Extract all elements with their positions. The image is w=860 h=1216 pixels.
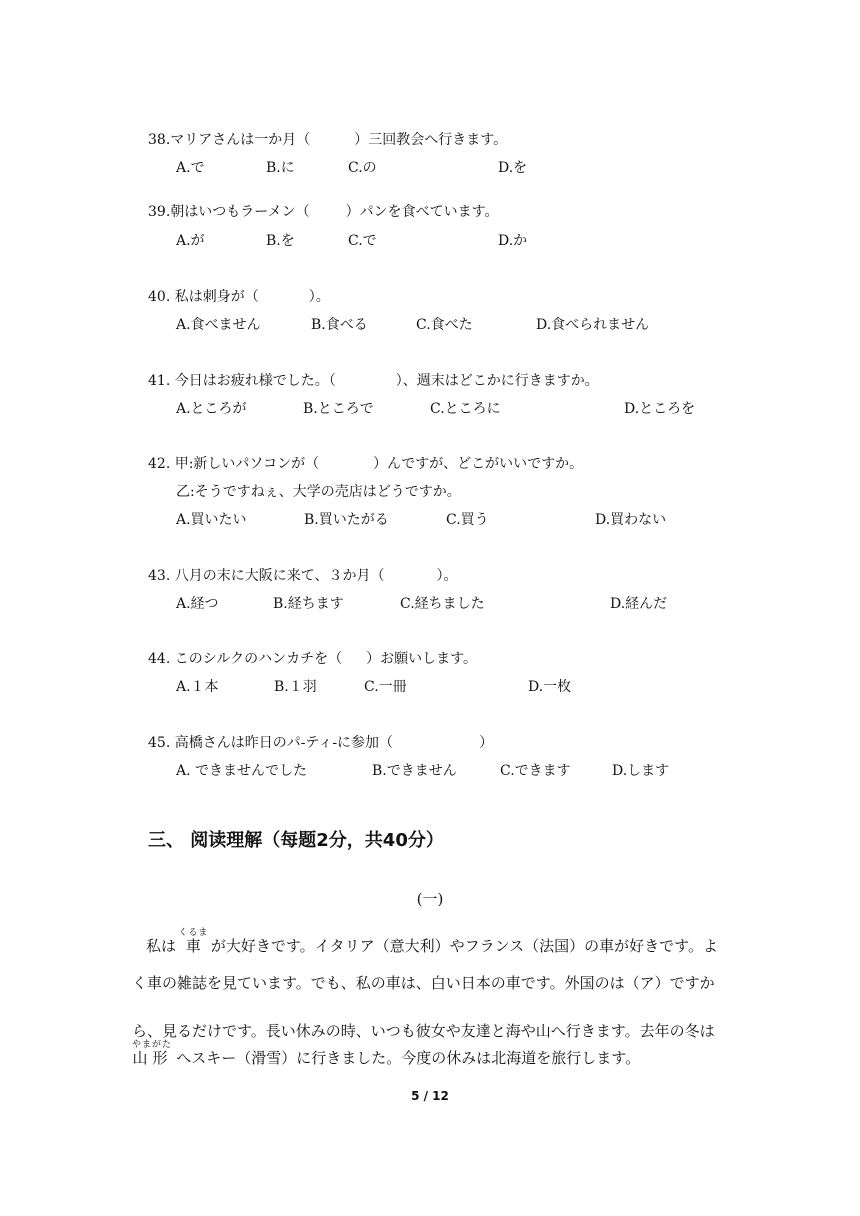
question-text-after: ）んですが、どこがいいですか。 [373, 456, 584, 472]
option-b: B.できません [372, 763, 457, 779]
question-number: 39. [148, 204, 171, 220]
option-a: A.ところが [176, 401, 247, 417]
question-text-before: 今日はお疲れ様でした。（ [174, 373, 336, 389]
option-a: A.経つ [176, 596, 219, 612]
question-40 [148, 287, 330, 307]
question-text-after: ）。 [436, 568, 458, 584]
option-c: C.食べた [416, 317, 473, 333]
passage-line [132, 1040, 640, 1068]
option-d: D.します [612, 763, 670, 779]
option-a: A.１本 [176, 679, 219, 695]
option-b: B.食べる [311, 317, 368, 333]
question-41 [148, 371, 599, 391]
option-c: C.一冊 [364, 679, 407, 695]
question-text-after: ）お願いします。 [366, 651, 477, 667]
question-42 [148, 454, 583, 474]
option-a: A. できませんでした [176, 763, 308, 779]
passage-text: 私は [146, 937, 177, 955]
option-c: C.経ちました [400, 596, 485, 612]
question-number: 44. [148, 651, 171, 667]
question-number: 42. [148, 456, 171, 472]
option-c: C.買う [446, 512, 489, 528]
option-a: A.食べません [176, 317, 261, 333]
dialogue-line: 乙:そうですねぇ、大学の売店はどうですか。 [176, 484, 461, 500]
option-c: C.で [348, 233, 377, 249]
option-c: C.の [348, 160, 377, 176]
option-d: D.か [498, 233, 528, 249]
question-45 [148, 733, 493, 753]
question-number: 45. [148, 735, 171, 751]
option-b: B.を [266, 233, 295, 249]
option-b: B.に [266, 160, 295, 176]
passage-text: が大好きです。イタリア（意大利）やフランス（法国）の車が好きです。よ [210, 937, 718, 955]
option-c: C.できます [500, 763, 571, 779]
question-38 [148, 130, 507, 150]
option-a: A.が [176, 233, 205, 249]
question-text-after: ）、週末はどこかに行きますか。 [395, 373, 599, 389]
passage-text: へスキー（滑雪）に行きました。今度の休みは北海道を旅行します。 [176, 1049, 641, 1067]
question-text-before: マリアさんは一か月（ [170, 132, 311, 148]
option-d: D.食べられません [536, 317, 650, 333]
option-a: A.で [176, 160, 205, 176]
question-number: 41. [148, 373, 171, 389]
option-c: C.ところに [430, 401, 501, 417]
question-text-after: ）パンを食べています。 [345, 204, 499, 220]
question-text-before: 高橋さんは昨日のパ-ティ-に参加（ [174, 735, 394, 751]
question-text-after: ） [479, 735, 494, 751]
question-text-before: このシルクのハンカチを（ [174, 651, 343, 667]
question-text-before: 私は刺身が（ [174, 289, 259, 305]
option-d: D.経んだ [610, 596, 668, 612]
question-39 [148, 202, 498, 222]
furigana-word: 車くるま [178, 928, 209, 955]
option-b: B.１羽 [274, 679, 317, 695]
question-44 [148, 649, 477, 669]
question-text-before: 甲:新しいパソコンが（ [174, 456, 320, 472]
question-text-before: 八月の末に大阪に来て、３か月（ [174, 568, 385, 584]
question-text-after: ）。 [308, 289, 330, 305]
option-a: A.買いたい [176, 512, 247, 528]
option-b: B.買いたがる [304, 512, 389, 528]
option-d: D.買わない [595, 512, 667, 528]
page-number: 5 / 12 [411, 1089, 449, 1103]
option-d: D.一枚 [528, 679, 572, 695]
question-43 [148, 566, 457, 586]
option-d: D.ところを [624, 401, 696, 417]
passage-line: く車の雑誌を見ています。でも、私の車は、白い日本の車です。外国のは（ア）ですか [132, 974, 715, 992]
question-text-before: 朝はいつもラーメン（ [170, 204, 310, 220]
question-text-after: ）三回教会へ行きます。 [354, 132, 508, 148]
furigana-word: 山形やまがた [132, 1040, 173, 1067]
question-number: 40. [148, 289, 171, 305]
option-b: B.経ちます [273, 596, 344, 612]
question-number: 38. [148, 132, 171, 148]
option-b: B.ところで [303, 401, 374, 417]
option-d: D.を [498, 160, 528, 176]
question-number: 43. [148, 568, 171, 584]
passage-line: ら、見るだけです。長い休みの時、いつも彼女や友達と海や山へ行きます。去年の冬は [132, 1022, 715, 1040]
passage-line [146, 928, 718, 956]
passage-label: (一) [416, 890, 444, 908]
section-heading: 三、 阅读理解（每题2分，共40分） [148, 830, 444, 851]
